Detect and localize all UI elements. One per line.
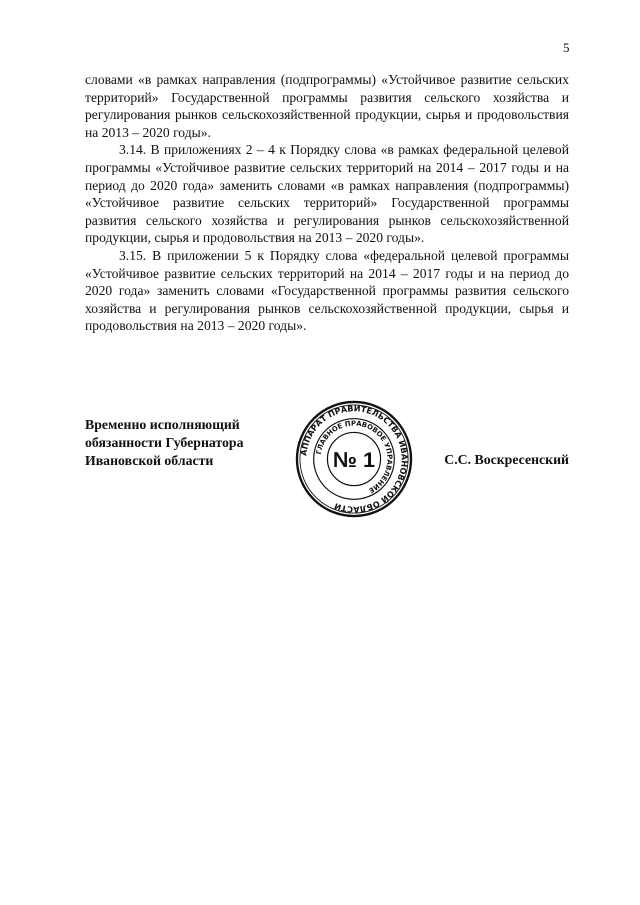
- signatory-position-line: Временно исполняющий: [85, 417, 240, 432]
- paragraph-3-14: 3.14. В приложениях 2 – 4 к Порядку слова «в рамках федеральной целевой программы «Устойчивое развитие сельских территорий на 2014 – 2017 годы и на период до 2020 года» заменить словами «в рамках направления (подпрограммы) «Устойчивое развитие сельских территорий» Государственной программы развития сельского хозяйства и регулирования рынков сельскохозяйственной продукции, сырья и продовольствия на 2013 – 2020 годы».: [85, 142, 569, 246]
- signatory-position-line: обязанности Губернатора: [85, 434, 244, 450]
- stamp-inner-text: ГЛАВНОЕ ПРАВОВОЕ УПРАВЛЕНИЕ: [314, 419, 394, 495]
- signature-block: [85, 404, 569, 515]
- paragraph-continuation: словами «в рамках направления (подпрограммы) «Устойчивое развитие сельских территорий» Государственной программы развития сельского хозяйства и регулирования рынков сельскохозяйственной продукции, сырья и продовольствия на 2013 – 2020 годы».: [85, 72, 569, 140]
- paragraph-3-15: 3.15. В приложении 5 к Порядку слова «федеральной целевой программы «Устойчивое развитие сельских территорий на 2014 – 2017 годы и на период до 2020 года» заменить словами «Государственной программы развития сельского хозяйства и регулирования рынков сельскохозяйственной продукции, сырья и продовольствия на 2013 – 2020 годы».: [85, 247, 569, 334]
- page-number: 5: [563, 40, 570, 55]
- signatory-position: [85, 416, 244, 469]
- signatory-name: С.С. Воскресенский: [444, 452, 569, 467]
- stamp-center-number: № 1: [332, 446, 376, 472]
- signatory-position-line: Ивановской области: [85, 452, 214, 468]
- document-body: [85, 71, 569, 335]
- official-seal-stamp: [295, 400, 413, 518]
- stamp-outer-text: АППАРАТ ПРАВИТЕЛЬСТВА ИВАНОВСКОЙ ОБЛАСТИ: [299, 404, 409, 514]
